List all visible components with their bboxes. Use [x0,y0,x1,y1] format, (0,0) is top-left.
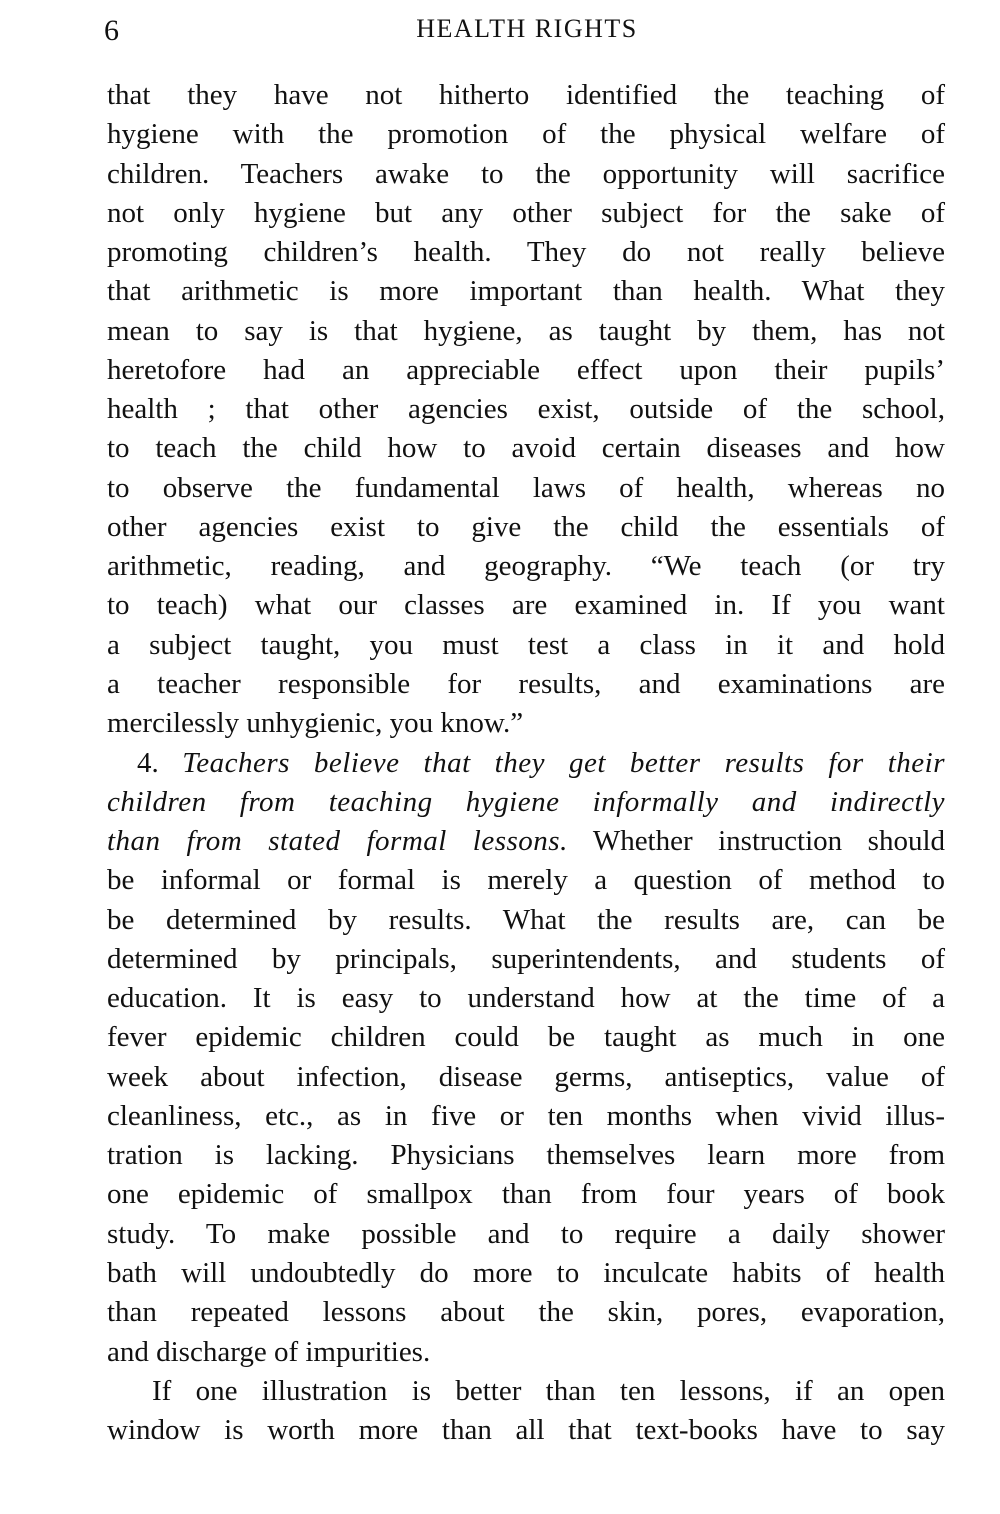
italic-text: than from stated formal lessons. [107,825,568,858]
text-line [107,1175,945,1214]
text-segment: to teach the child how to avoid certain diseases and how [107,432,945,465]
text-segment: that they have not hitherto identified the teaching of [107,79,945,111]
text-line [107,1333,945,1372]
text-line [107,233,945,272]
text-segment: tration is lacking. Physicians themselves learn more from [107,1139,945,1172]
text-segment: heretofore had an appreciable effect upon their pupils’ [107,353,945,386]
text-line [107,547,945,586]
text-segment: determined by principals, superintendents, and students of [107,942,945,975]
text-line [107,469,945,508]
text-segment: promoting children’s health. They do not really believe [107,236,945,269]
text-line [107,1136,945,1175]
text-line [107,194,945,233]
text-line [107,940,945,979]
text-line [107,1097,945,1136]
text-line [107,901,945,940]
text-line [107,155,945,194]
text-line [107,1372,945,1411]
text-line [107,979,945,1018]
text-segment: health ; that other agencies exist, outside of the school, [107,393,945,426]
text-line [107,1058,945,1097]
text-line [107,76,945,115]
text-segment: window is worth more than all that text-books have to say [107,1414,945,1447]
text-segment: fever epidemic children could be taught as much in one [107,1021,945,1054]
text-segment: that arithmetic is more important than health. What they [107,275,945,308]
text-line [107,822,945,861]
text-segment: and discharge of impurities. [107,1335,431,1368]
text-segment: week about infection, disease germs, antiseptics, value of [107,1060,945,1093]
text-segment: mean to say is that hygiene, as taught by them, has not [107,314,945,347]
text-segment: not only hygiene but any other subject for the sake of [107,196,945,229]
italic-text: Teachers believe that they get better results for their [182,746,945,779]
text-segment: study. To make possible and to require a daily shower [107,1217,945,1250]
text-segment: a teacher responsible for results, and examinations are [107,667,945,700]
text-segment: other agencies exist to give the child the essentials of [107,510,945,543]
text-line [107,586,945,625]
text-line [107,861,945,900]
text-line [107,429,945,468]
text-line [107,704,945,743]
text-line [107,1254,945,1293]
text-line [107,744,945,783]
text-segment: to teach) what our classes are examined in. If you want [107,589,945,622]
text-segment: be informal or formal is merely a question of method to [107,864,945,897]
text-segment: Whether instruction should [567,825,945,858]
text-line [107,783,945,822]
text-segment: to observe the fundamental laws of health, whereas no [107,471,945,504]
text-segment: cleanliness, etc., as in five or ten months when vivid illus- [107,1099,945,1132]
text-line [107,390,945,429]
text-segment: be determined by results. What the results are, can be [107,903,945,936]
text-line [107,272,945,311]
text-segment: than repeated lessons about the skin, pores, evaporation, [107,1296,945,1329]
text-line [107,1215,945,1254]
text-segment: children. Teachers awake to the opportunity will sacrifice [107,157,945,190]
text-segment: one epidemic of smallpox than from four years of book [107,1178,945,1211]
text-line [107,115,945,154]
text-line [107,1293,945,1332]
body-text [107,76,945,1450]
text-segment: mercilessly unhygienic, you know.” [107,707,524,740]
text-line [107,626,945,665]
text-segment: a subject taught, you must test a class in it and hold [107,628,945,661]
text-line [107,508,945,547]
text-segment: arithmetic, reading, and geography. “We teach (or try [107,550,945,583]
running-title: HEALTH RIGHTS [416,14,638,43]
text-segment: 4. [137,746,183,779]
text-segment: education. It is easy to understand how at the time of a [107,982,945,1015]
text-line [107,312,945,351]
text-line [107,1411,945,1450]
text-line [107,1018,945,1057]
text-line [107,351,945,390]
text-line [107,665,945,704]
text-segment: bath will undoubtedly do more to inculcate habits of health [107,1256,945,1289]
page-number: 6 [104,14,119,47]
italic-text: children from teaching hygiene informally and indirectly [107,785,945,818]
text-segment: If one illustration is better than ten lessons, if an open [152,1374,945,1407]
text-segment: hygiene with the promotion of the physical welfare of [107,118,945,151]
